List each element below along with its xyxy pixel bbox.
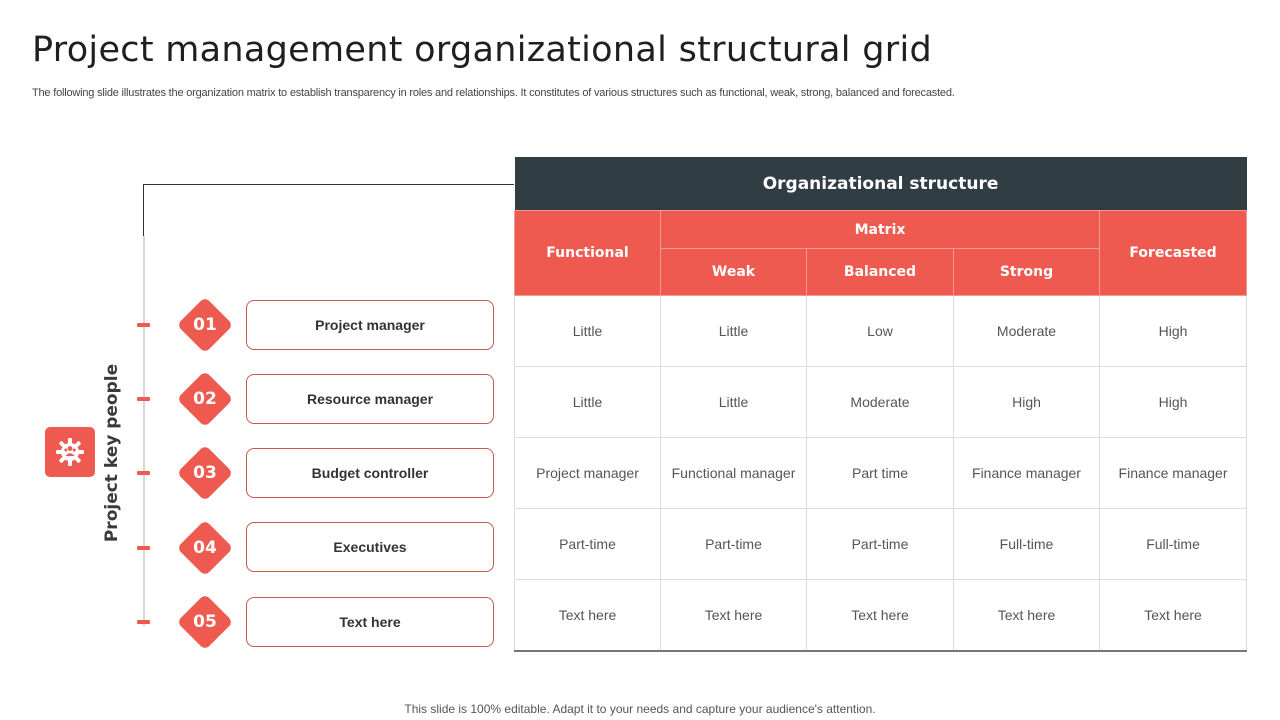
role-number: 01 xyxy=(193,315,217,335)
tick-marker xyxy=(137,397,150,401)
table-row xyxy=(515,296,1247,367)
table-cell: Text here xyxy=(954,580,1100,652)
table-cell: Moderate xyxy=(807,367,954,438)
table-row xyxy=(515,438,1247,509)
table-cell: Functional manager xyxy=(661,438,807,509)
col-strong: Strong xyxy=(954,249,1100,296)
vertical-label: Project key people xyxy=(102,363,122,543)
slide-footer: This slide is 100% editable. Adapt it to your needs and capture your audience's attention. xyxy=(404,702,876,716)
table-cell: Little xyxy=(515,296,661,367)
table-cell: Text here xyxy=(661,580,807,652)
table-row xyxy=(515,367,1247,438)
role-number: 03 xyxy=(193,463,217,483)
role-number: 02 xyxy=(193,389,217,409)
table-cell: Finance manager xyxy=(954,438,1100,509)
tick-marker xyxy=(137,471,150,475)
tick-marker xyxy=(137,546,150,550)
table-cell: Project manager xyxy=(515,438,661,509)
table-cell: Full-time xyxy=(954,509,1100,580)
table-cell: Part-time xyxy=(515,509,661,580)
timeline-line xyxy=(143,236,145,626)
role-box: Budget controller xyxy=(246,448,494,498)
grid-header: Organizational structure xyxy=(515,157,1247,211)
connector-vertical xyxy=(143,184,144,236)
role-number: 05 xyxy=(193,612,217,632)
slide-title: Project management organizational structural grid xyxy=(32,30,932,70)
table-cell: High xyxy=(1100,296,1247,367)
table-cell: Moderate xyxy=(954,296,1100,367)
table-cell: High xyxy=(954,367,1100,438)
role-box: Project manager xyxy=(246,300,494,350)
table-cell: Finance manager xyxy=(1100,438,1247,509)
table-cell: Full-time xyxy=(1100,509,1247,580)
slide-subtitle: The following slide illustrates the organization matrix to establish transparency in roles and relationships. It constitutes of various structures such as functional, weak, strong, balanced and forecasted. xyxy=(32,87,955,99)
table-cell: Text here xyxy=(515,580,661,652)
col-balanced: Balanced xyxy=(807,249,954,296)
table-cell: Part time xyxy=(807,438,954,509)
table-cell: Low xyxy=(807,296,954,367)
table-row xyxy=(515,580,1247,652)
col-weak: Weak xyxy=(661,249,807,296)
col-forecasted: Forecasted xyxy=(1100,211,1247,296)
table-cell: Part-time xyxy=(661,509,807,580)
role-box: Text here xyxy=(246,597,494,647)
role-box: Resource manager xyxy=(246,374,494,424)
table-row xyxy=(515,509,1247,580)
role-box: Executives xyxy=(246,522,494,572)
table-cell: Part-time xyxy=(807,509,954,580)
connector-horizontal xyxy=(143,184,514,185)
table-cell: Little xyxy=(661,296,807,367)
col-functional: Functional xyxy=(515,211,661,296)
tick-marker xyxy=(137,323,150,327)
structure-grid xyxy=(514,157,1247,652)
role-number: 04 xyxy=(193,538,217,558)
table-cell: High xyxy=(1100,367,1247,438)
table-cell: Little xyxy=(661,367,807,438)
table-cell: Text here xyxy=(807,580,954,652)
table-cell: Little xyxy=(515,367,661,438)
gear-people-icon xyxy=(45,427,95,477)
tick-marker xyxy=(137,620,150,624)
col-matrix: Matrix xyxy=(661,211,1100,249)
table-cell: Text here xyxy=(1100,580,1247,652)
